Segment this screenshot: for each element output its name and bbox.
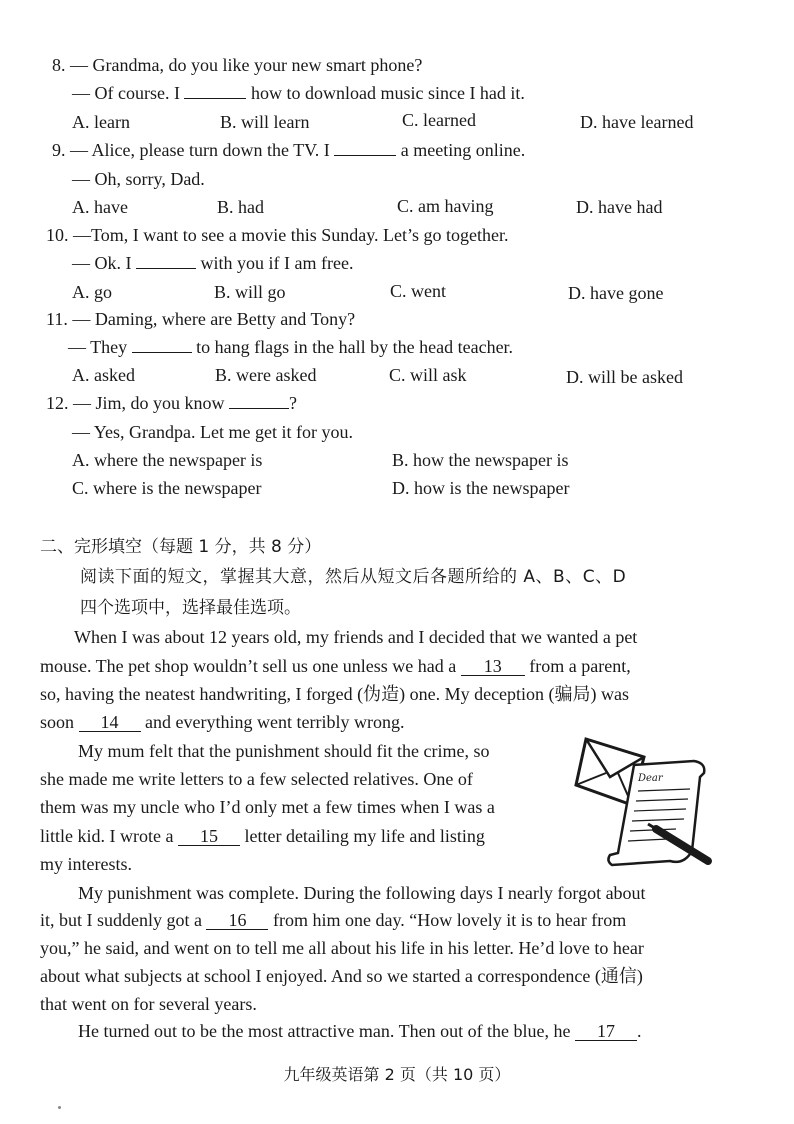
blank-13[interactable]: 13 xyxy=(461,657,525,676)
question-text-post: ? xyxy=(289,393,298,413)
passage-text: . xyxy=(637,1021,642,1041)
option-c[interactable]: C. where is the newspaper xyxy=(72,478,262,498)
blank-14[interactable]: 14 xyxy=(79,713,141,732)
option-a[interactable]: A. have xyxy=(72,197,128,217)
question-text-post: a meeting online. xyxy=(400,140,526,160)
question-text: — Alice, please turn down the TV. I xyxy=(70,140,330,160)
question-11-answer-line xyxy=(68,336,513,358)
blank-15[interactable]: 15 xyxy=(178,827,240,846)
question-number: 10. xyxy=(46,225,69,245)
blank-16[interactable]: 16 xyxy=(206,911,268,930)
option-a[interactable]: A. where the newspaper is xyxy=(72,450,263,470)
answer-blank[interactable] xyxy=(132,352,192,353)
option-c[interactable]: C. learned xyxy=(402,110,476,130)
option-c[interactable]: C. am having xyxy=(397,196,494,216)
question-text: — Daming, where are Betty and Tony? xyxy=(72,309,356,329)
question-8-answer-line xyxy=(72,82,525,104)
question-9-answer-line: — Oh, sorry, Dad. xyxy=(72,169,205,189)
passage-p3-line-5: that went on for several years. xyxy=(40,994,257,1014)
question-12-answer-line: — Yes, Grandpa. Let me get it for you. xyxy=(72,422,353,442)
question-number: 11. xyxy=(46,309,68,329)
option-d[interactable]: D. have had xyxy=(576,197,663,217)
passage-text: and everything went terribly wrong. xyxy=(145,712,405,732)
question-text: — Grandma, do you like your new smart phone? xyxy=(70,55,423,75)
passage-p3-line-3: you,” he said, and went on to tell me all about his life in his letter. He’d love to hear xyxy=(40,938,644,958)
section-title: 二、完形填空（每题 1 分，共 8 分） xyxy=(40,537,322,557)
answer-blank[interactable] xyxy=(136,268,196,269)
passage-text: letter detailing my life and listing xyxy=(244,826,485,846)
passage-p2-line-4 xyxy=(40,825,485,847)
answer-blank[interactable] xyxy=(184,98,246,99)
page-footer: 九年级英语第 2 页（共 10 页） xyxy=(283,1065,511,1084)
option-c[interactable]: C. will ask xyxy=(389,365,467,385)
passage-text: it, but I suddenly got a xyxy=(40,910,202,930)
passage-p2-line-3: them was my uncle who I’d only met a few times when I was a xyxy=(40,797,495,817)
option-d[interactable]: D. have learned xyxy=(580,112,694,132)
passage-text: mouse. The pet shop wouldn’t sell us one unless we had a xyxy=(40,656,457,676)
question-10-answer-line xyxy=(72,252,353,274)
answer-blank[interactable] xyxy=(334,155,396,156)
passage-p1-line-1: When I was about 12 years old, my friends and I decided that we wanted a pet xyxy=(74,627,638,647)
question-text: —Tom, I want to see a movie this Sunday. Let’s go together. xyxy=(73,225,509,245)
answer-text-post: how to download music since I had it. xyxy=(250,83,525,103)
answer-text: — Ok. I xyxy=(72,253,132,273)
question-number: 9. xyxy=(52,140,66,160)
question-number: 12. xyxy=(46,393,69,413)
passage-p1-line-3: so, having the neatest handwriting, I forged (伪造) one. My deception (骗局) was xyxy=(40,684,630,704)
passage-p3-line-4: about what subjects at school I enjoyed. And so we started a correspondence (通信) xyxy=(40,966,643,986)
option-a[interactable]: A. go xyxy=(72,282,112,302)
scan-speck xyxy=(58,1106,61,1109)
option-b[interactable]: B. how the newspaper is xyxy=(392,450,569,470)
question-text: — Jim, do you know xyxy=(73,393,225,413)
answer-text-post: to hang flags in the hall by the head teacher. xyxy=(196,337,514,357)
letter-greeting: Dear xyxy=(638,773,663,784)
passage-p2-line-1: My mum felt that the punishment should fit the crime, so xyxy=(78,741,490,761)
passage-text: from a parent, xyxy=(529,656,631,676)
question-9-prompt xyxy=(52,139,525,161)
question-10-prompt xyxy=(46,224,509,246)
section-instruction-line-2: 四个选项中，选择最佳选项。 xyxy=(80,598,301,618)
option-c[interactable]: C. went xyxy=(390,281,446,301)
passage-p1-line-2 xyxy=(40,655,631,677)
passage-p3-line-2 xyxy=(40,909,626,931)
option-b[interactable]: B. were asked xyxy=(215,365,317,385)
passage-p4-line-1 xyxy=(78,1020,642,1042)
option-d[interactable]: D. how is the newspaper xyxy=(392,478,570,498)
section-instruction-line-1: 阅读下面的短文，掌握其大意，然后从短文后各题所给的 A、B、C、D xyxy=(80,567,627,587)
option-d[interactable]: D. have gone xyxy=(568,283,664,303)
option-a[interactable]: A. learn xyxy=(72,112,130,132)
passage-text: soon xyxy=(40,712,75,732)
option-b[interactable]: B. will learn xyxy=(220,112,310,132)
blank-17[interactable]: 17 xyxy=(575,1022,637,1041)
passage-text: from him one day. “How lovely it is to hear from xyxy=(272,910,627,930)
letter-illustration xyxy=(572,733,718,869)
passage-p1-line-4 xyxy=(40,711,404,733)
passage-p2-line-2: she made me write letters to a few selected relatives. One of xyxy=(40,769,473,789)
option-b[interactable]: B. will go xyxy=(214,282,286,302)
passage-p2-line-5: my interests. xyxy=(40,854,132,874)
answer-text: — They xyxy=(68,337,128,357)
answer-text: — Of course. I xyxy=(72,83,180,103)
passage-text: little kid. I wrote a xyxy=(40,826,174,846)
answer-text-post: with you if I am free. xyxy=(200,253,354,273)
question-11-prompt xyxy=(46,308,355,330)
option-b[interactable]: B. had xyxy=(217,197,264,217)
question-12-prompt xyxy=(46,392,297,414)
question-8-prompt xyxy=(52,54,422,76)
passage-p3-line-1: My punishment was complete. During the following days I nearly forgot about xyxy=(78,883,646,903)
passage-text: He turned out to be the most attractive man. Then out of the blue, he xyxy=(78,1021,571,1041)
option-a[interactable]: A. asked xyxy=(72,365,135,385)
question-number: 8. xyxy=(52,55,66,75)
answer-blank[interactable] xyxy=(229,408,289,409)
option-d[interactable]: D. will be asked xyxy=(566,367,683,387)
letter-illustration-svg xyxy=(572,733,718,869)
